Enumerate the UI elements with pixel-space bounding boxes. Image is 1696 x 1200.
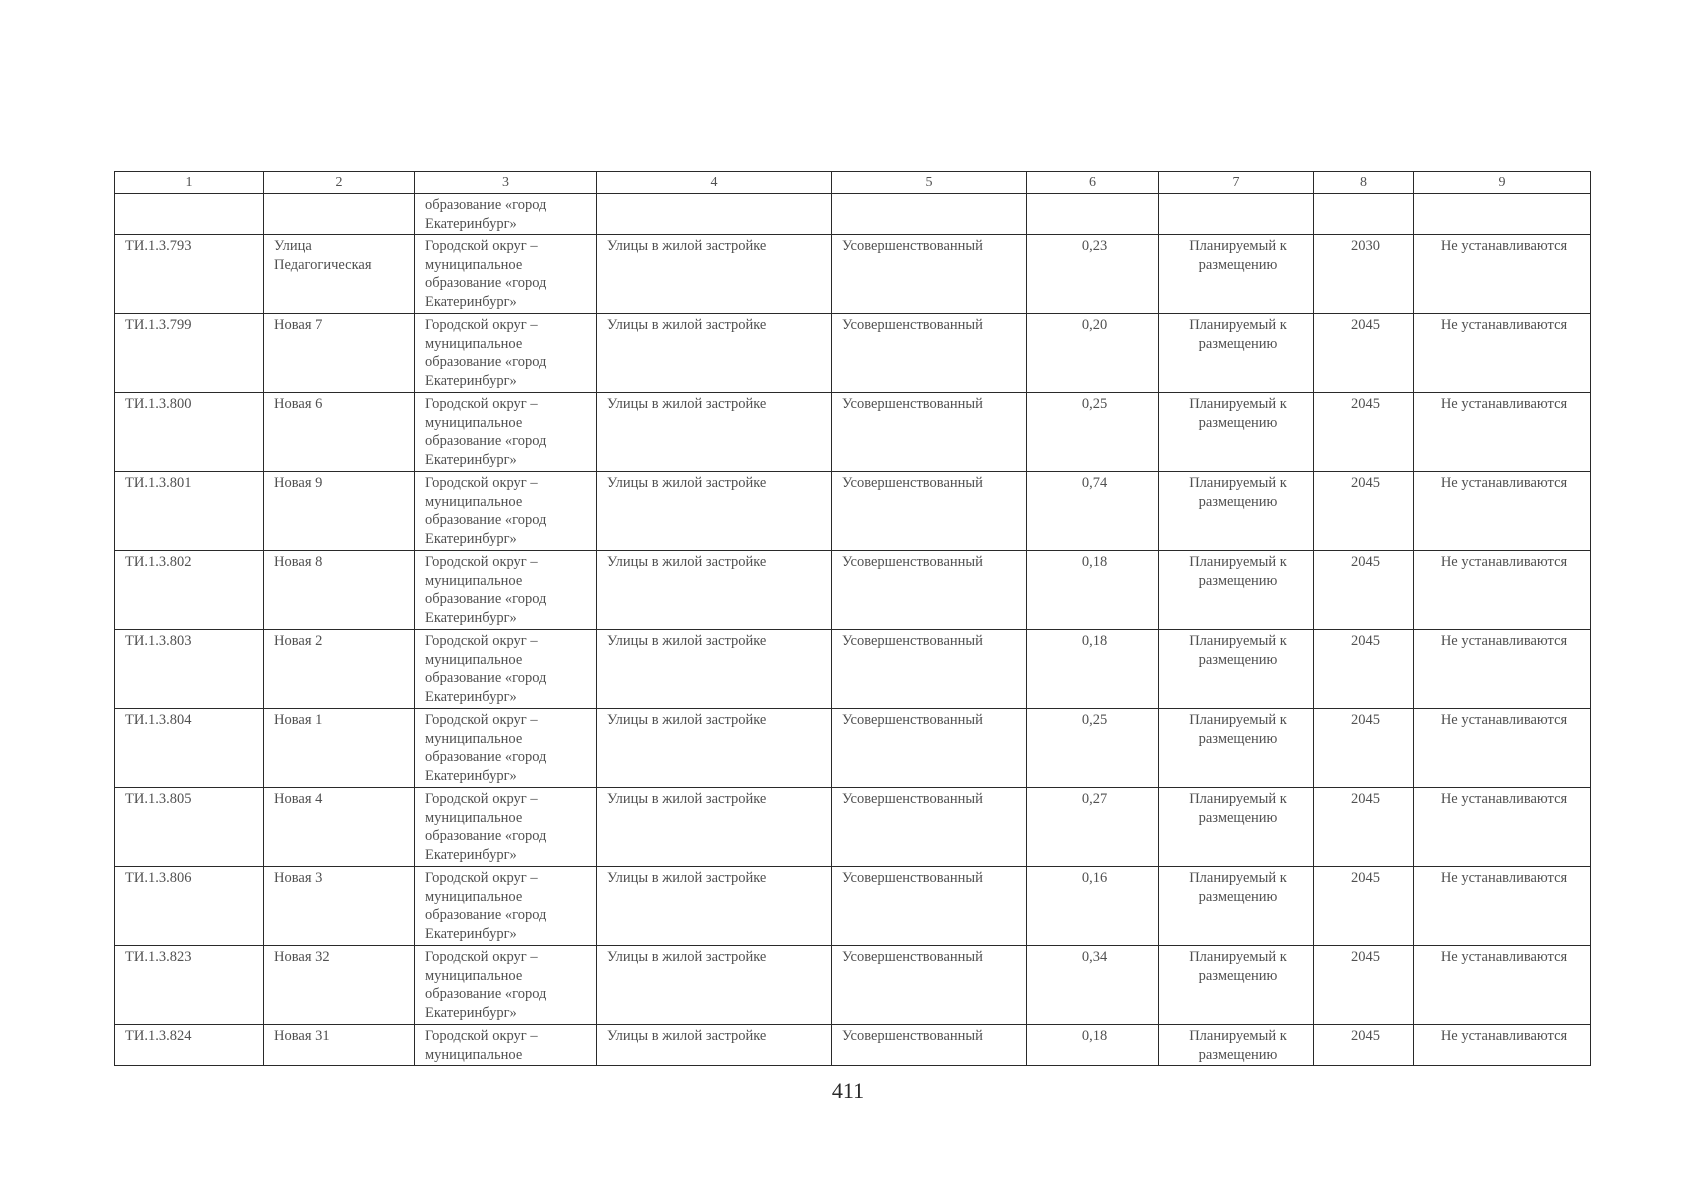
length-cell: 0,23 bbox=[1027, 235, 1159, 314]
surface-type-cell: Усовершенствованный bbox=[832, 1025, 1027, 1066]
column-header: 7 bbox=[1159, 172, 1314, 194]
column-header: 8 bbox=[1314, 172, 1414, 194]
year-cell: 2045 bbox=[1314, 472, 1414, 551]
status-cell: Планируемый к размещению bbox=[1159, 867, 1314, 946]
table-cell bbox=[115, 194, 264, 235]
row-id-cell: ТИ.1.3.806 bbox=[115, 867, 264, 946]
year-cell: 2045 bbox=[1314, 788, 1414, 867]
municipality-cell: Городской округ – муниципальное образование «город Екатеринбург» bbox=[415, 314, 597, 393]
municipality-cell: Городской округ – муниципальное образование «город Екатеринбург» bbox=[415, 393, 597, 472]
status-cell: Планируемый к размещению bbox=[1159, 709, 1314, 788]
table-cell bbox=[1314, 194, 1414, 235]
page-number: 411 bbox=[831, 1078, 865, 1103]
length-cell: 0,18 bbox=[1027, 1025, 1159, 1066]
row-id-cell: ТИ.1.3.799 bbox=[115, 314, 264, 393]
street-name-cell: Новая 3 bbox=[264, 867, 415, 946]
header-row bbox=[115, 172, 1591, 194]
row-id-cell: ТИ.1.3.803 bbox=[115, 630, 264, 709]
road-type-cell: Улицы в жилой застройке bbox=[597, 788, 832, 867]
table-row bbox=[115, 788, 1591, 867]
municipality-cell: Городской округ – муниципальное образование «город Екатеринбург» bbox=[415, 709, 597, 788]
zones-cell: Не устанавливаются bbox=[1414, 709, 1591, 788]
municipality-cell: Городской округ – муниципальное bbox=[415, 1025, 597, 1066]
road-type-cell: Улицы в жилой застройке bbox=[597, 630, 832, 709]
road-type-cell: Улицы в жилой застройке bbox=[597, 551, 832, 630]
zones-cell: Не устанавливаются bbox=[1414, 946, 1591, 1025]
status-cell: Планируемый к размещению bbox=[1159, 393, 1314, 472]
zones-cell: Не устанавливаются bbox=[1414, 551, 1591, 630]
road-type-cell: Улицы в жилой застройке bbox=[597, 709, 832, 788]
table-row bbox=[115, 393, 1591, 472]
table-cell bbox=[264, 194, 415, 235]
year-cell: 2030 bbox=[1314, 235, 1414, 314]
column-header: 9 bbox=[1414, 172, 1591, 194]
zones-cell: Не устанавливаются bbox=[1414, 788, 1591, 867]
row-id-cell: ТИ.1.3.801 bbox=[115, 472, 264, 551]
municipality-cell: Городской округ – муниципальное образование «город Екатеринбург» bbox=[415, 867, 597, 946]
status-cell: Планируемый к размещению bbox=[1159, 551, 1314, 630]
municipality-cell: Городской округ – муниципальное образование «город Екатеринбург» bbox=[415, 551, 597, 630]
zones-cell: Не устанавливаются bbox=[1414, 393, 1591, 472]
table-cell bbox=[832, 194, 1027, 235]
status-cell: Планируемый к размещению bbox=[1159, 788, 1314, 867]
surface-type-cell: Усовершенствованный bbox=[832, 867, 1027, 946]
length-cell: 0,18 bbox=[1027, 630, 1159, 709]
row-id-cell: ТИ.1.3.824 bbox=[115, 1025, 264, 1066]
street-name-cell: Новая 9 bbox=[264, 472, 415, 551]
length-cell: 0,20 bbox=[1027, 314, 1159, 393]
surface-type-cell: Усовершенствованный bbox=[832, 788, 1027, 867]
street-name-cell: Новая 8 bbox=[264, 551, 415, 630]
continuation-row bbox=[115, 194, 1591, 235]
street-name-cell: Новая 7 bbox=[264, 314, 415, 393]
surface-type-cell: Усовершенствованный bbox=[832, 551, 1027, 630]
column-header: 6 bbox=[1027, 172, 1159, 194]
table-row bbox=[115, 630, 1591, 709]
infrastructure-table bbox=[114, 171, 1591, 1066]
municipality-cell: Городской округ – муниципальное образование «город Екатеринбург» bbox=[415, 788, 597, 867]
municipality-cell: Городской округ – муниципальное образование «город Екатеринбург» bbox=[415, 630, 597, 709]
year-cell: 2045 bbox=[1314, 393, 1414, 472]
table-row bbox=[115, 551, 1591, 630]
column-header: 2 bbox=[264, 172, 415, 194]
table-cell bbox=[1027, 194, 1159, 235]
zones-cell: Не устанавливаются bbox=[1414, 472, 1591, 551]
row-id-cell: ТИ.1.3.800 bbox=[115, 393, 264, 472]
row-id-cell: ТИ.1.3.802 bbox=[115, 551, 264, 630]
zones-cell: Не устанавливаются bbox=[1414, 630, 1591, 709]
status-cell: Планируемый к размещению bbox=[1159, 472, 1314, 551]
surface-type-cell: Усовершенствованный bbox=[832, 235, 1027, 314]
municipality-cell: Городской округ – муниципальное образование «город Екатеринбург» bbox=[415, 472, 597, 551]
column-header: 1 bbox=[115, 172, 264, 194]
table-row bbox=[115, 709, 1591, 788]
length-cell: 0,27 bbox=[1027, 788, 1159, 867]
street-name-cell: Новая 31 bbox=[264, 1025, 415, 1066]
zones-cell: Не устанавливаются bbox=[1414, 314, 1591, 393]
table-row bbox=[115, 472, 1591, 551]
year-cell: 2045 bbox=[1314, 709, 1414, 788]
road-type-cell: Улицы в жилой застройке bbox=[597, 235, 832, 314]
road-type-cell: Улицы в жилой застройке bbox=[597, 314, 832, 393]
length-cell: 0,74 bbox=[1027, 472, 1159, 551]
length-cell: 0,25 bbox=[1027, 393, 1159, 472]
row-id-cell: ТИ.1.3.823 bbox=[115, 946, 264, 1025]
length-cell: 0,34 bbox=[1027, 946, 1159, 1025]
zones-cell: Не устанавливаются bbox=[1414, 1025, 1591, 1066]
road-type-cell: Улицы в жилой застройке bbox=[597, 472, 832, 551]
row-id-cell: ТИ.1.3.793 bbox=[115, 235, 264, 314]
street-name-cell: Улица Педагогическая bbox=[264, 235, 415, 314]
street-name-cell: Новая 6 bbox=[264, 393, 415, 472]
length-cell: 0,16 bbox=[1027, 867, 1159, 946]
status-cell: Планируемый к размещению bbox=[1159, 235, 1314, 314]
year-cell: 2045 bbox=[1314, 867, 1414, 946]
surface-type-cell: Усовершенствованный bbox=[832, 630, 1027, 709]
table-row bbox=[115, 946, 1591, 1025]
length-cell: 0,25 bbox=[1027, 709, 1159, 788]
year-cell: 2045 bbox=[1314, 314, 1414, 393]
column-header: 4 bbox=[597, 172, 832, 194]
table-cell bbox=[597, 194, 832, 235]
status-cell: Планируемый к размещению bbox=[1159, 630, 1314, 709]
table-row bbox=[115, 235, 1591, 314]
municipality-cell: Городской округ – муниципальное образование «город Екатеринбург» bbox=[415, 946, 597, 1025]
year-cell: 2045 bbox=[1314, 946, 1414, 1025]
road-type-cell: Улицы в жилой застройке bbox=[597, 1025, 832, 1066]
table-row bbox=[115, 1025, 1591, 1066]
zones-cell: Не устанавливаются bbox=[1414, 235, 1591, 314]
road-type-cell: Улицы в жилой застройке bbox=[597, 867, 832, 946]
street-name-cell: Новая 4 bbox=[264, 788, 415, 867]
column-header: 3 bbox=[415, 172, 597, 194]
street-name-cell: Новая 1 bbox=[264, 709, 415, 788]
column-header: 5 bbox=[832, 172, 1027, 194]
status-cell: Планируемый к размещению bbox=[1159, 1025, 1314, 1066]
street-name-cell: Новая 2 bbox=[264, 630, 415, 709]
table-row bbox=[115, 867, 1591, 946]
surface-type-cell: Усовершенствованный bbox=[832, 709, 1027, 788]
surface-type-cell: Усовершенствованный bbox=[832, 314, 1027, 393]
road-type-cell: Улицы в жилой застройке bbox=[597, 393, 832, 472]
municipality-cell: Городской округ – муниципальное образование «город Екатеринбург» bbox=[415, 235, 597, 314]
surface-type-cell: Усовершенствованный bbox=[832, 946, 1027, 1025]
table-cell bbox=[1159, 194, 1314, 235]
row-id-cell: ТИ.1.3.804 bbox=[115, 709, 264, 788]
road-type-cell: Улицы в жилой застройке bbox=[597, 946, 832, 1025]
table-cell bbox=[1414, 194, 1591, 235]
surface-type-cell: Усовершенствованный bbox=[832, 393, 1027, 472]
street-name-cell: Новая 32 bbox=[264, 946, 415, 1025]
row-id-cell: ТИ.1.3.805 bbox=[115, 788, 264, 867]
status-cell: Планируемый к размещению bbox=[1159, 314, 1314, 393]
zones-cell: Не устанавливаются bbox=[1414, 867, 1591, 946]
year-cell: 2045 bbox=[1314, 1025, 1414, 1066]
table-cell: образование «город Екатеринбург» bbox=[415, 194, 597, 235]
table-row bbox=[115, 314, 1591, 393]
status-cell: Планируемый к размещению bbox=[1159, 946, 1314, 1025]
surface-type-cell: Усовершенствованный bbox=[832, 472, 1027, 551]
year-cell: 2045 bbox=[1314, 551, 1414, 630]
length-cell: 0,18 bbox=[1027, 551, 1159, 630]
year-cell: 2045 bbox=[1314, 630, 1414, 709]
